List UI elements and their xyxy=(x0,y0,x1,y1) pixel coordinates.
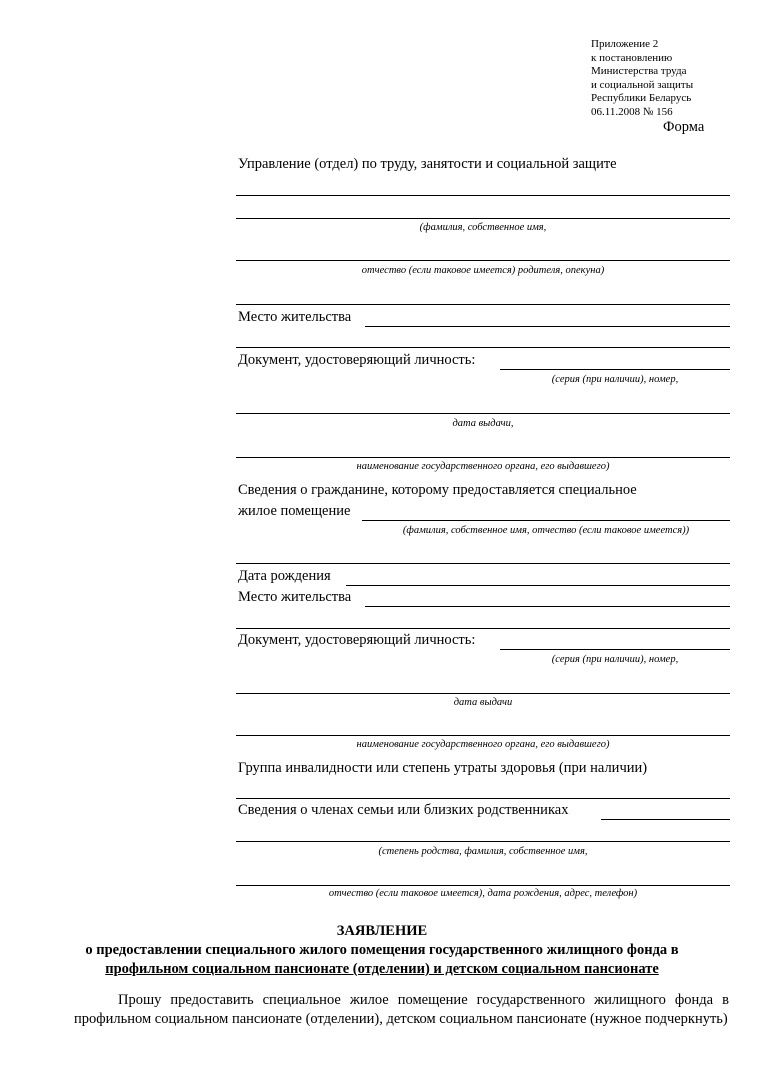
applicant-residence-field[interactable] xyxy=(365,308,730,327)
department-label: Управление (отдел) по труду, занятости и социальной защите xyxy=(238,156,617,172)
form-label: Форма xyxy=(663,119,705,135)
statement-body: Прошу предоставить специальное жилое помещение государственного жилищного фонда в профильном социальном пансионате (отделении), детском социальном пансионате (нужное подчеркнуть) xyxy=(74,992,729,1027)
applicant-id-date-field[interactable] xyxy=(236,439,730,458)
appendix-line: 06.11.2008 № 156 xyxy=(591,105,673,118)
citizen-id-doc-label: Документ, удостоверяющий личность: xyxy=(238,632,476,648)
statement-subtitle-1: о предоставлении специального жилого помещения государственного жилищного фонда в xyxy=(85,942,679,958)
appendix-note xyxy=(591,39,751,118)
citizen-id-doc-field[interactable] xyxy=(500,631,730,650)
applicant-id-caption-issuer: наименование государственного органа, его выдавшего) xyxy=(356,461,610,472)
citizen-residence-field[interactable] xyxy=(365,588,730,607)
citizen-residence-label: Место жительства xyxy=(238,589,352,605)
applicant-extra-field[interactable] xyxy=(236,286,730,305)
citizen-id-date-field[interactable] xyxy=(236,717,730,736)
citizen-residence-field-2[interactable] xyxy=(236,610,730,629)
citizen-name-field-2[interactable] xyxy=(236,545,730,564)
applicant-id-number-field[interactable] xyxy=(236,395,730,414)
appendix-line: и социальной защиты xyxy=(591,78,694,91)
family-caption-2: отчество (если таковое имеется), дата рождения, адрес, телефон) xyxy=(328,888,638,899)
family-field-3[interactable] xyxy=(236,867,730,886)
applicant-id-caption-series: (серия (при наличии), номер, xyxy=(551,374,679,385)
disability-field[interactable] xyxy=(236,780,730,799)
citizen-info-label-2: жилое помещение xyxy=(238,503,351,519)
citizen-id-caption-series: (серия (при наличии), номер, xyxy=(551,654,679,665)
applicant-name-field[interactable] xyxy=(236,200,730,219)
citizen-name-caption: (фамилия, собственное имя, отчество (если таковое имеется)) xyxy=(402,525,690,536)
applicant-id-doc-field[interactable] xyxy=(500,351,730,370)
family-caption-1: (степень родства, фамилия, собственное имя, xyxy=(378,846,588,857)
applicant-id-caption-date: дата выдачи, xyxy=(452,418,514,429)
family-field-2[interactable] xyxy=(236,823,730,842)
applicant-name-caption-1: (фамилия, собственное имя, xyxy=(419,222,547,233)
department-field[interactable] xyxy=(236,177,730,196)
appendix-line: Министерства труда xyxy=(591,65,687,77)
disability-label: Группа инвалидности или степень утраты здоровья (при наличии) xyxy=(238,760,648,776)
family-field[interactable] xyxy=(601,801,730,820)
statement-title: ЗАЯВЛЕНИЕ xyxy=(336,923,428,939)
applicant-residence-label: Место жительства xyxy=(238,309,352,325)
citizen-birth-date-label: Дата рождения xyxy=(238,568,331,584)
citizen-name-field[interactable] xyxy=(362,502,730,521)
citizen-birth-date-field[interactable] xyxy=(346,567,730,586)
appendix-line: Республики Беларусь xyxy=(591,92,692,104)
applicant-patronymic-field[interactable] xyxy=(236,242,730,261)
citizen-id-caption-date: дата выдачи xyxy=(453,697,513,708)
family-label: Сведения о членах семьи или близких родственниках xyxy=(238,802,569,818)
citizen-id-caption-issuer: наименование государственного органа, его выдавшего) xyxy=(356,739,610,750)
appendix-line: Приложение 2 xyxy=(591,38,659,50)
appendix-line: к постановлению xyxy=(591,51,673,64)
applicant-id-doc-label: Документ, удостоверяющий личность: xyxy=(238,352,476,368)
citizen-id-number-field[interactable] xyxy=(236,675,730,694)
statement-subtitle-2: профильном социальном пансионате (отделении) и детском социальном пансионате xyxy=(105,961,659,977)
applicant-residence-field-2[interactable] xyxy=(236,329,730,348)
citizen-info-label-1: Сведения о гражданине, которому предоставляется специальное xyxy=(238,482,637,498)
applicant-name-caption-2: отчество (если таковое имеется) родителя, опекуна) xyxy=(361,265,605,276)
